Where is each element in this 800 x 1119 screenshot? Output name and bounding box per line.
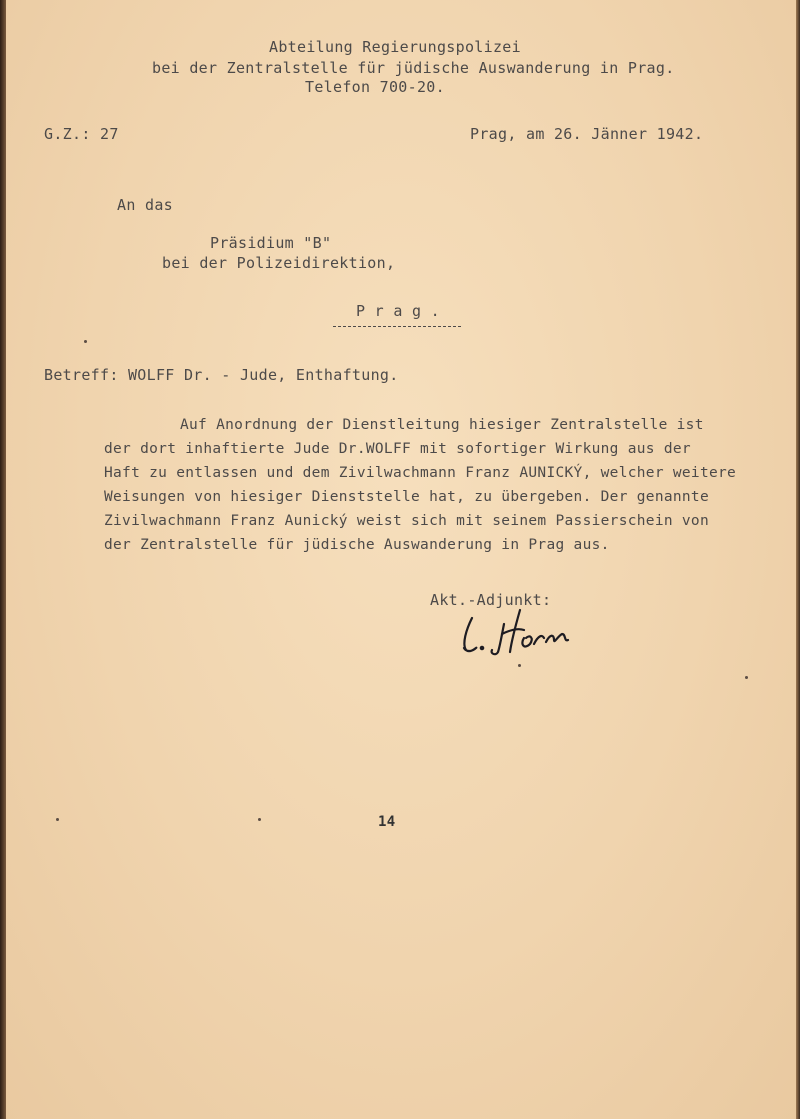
body-line-6: der Zentralstelle für jüdische Auswanderung in Prag aus.: [104, 537, 610, 553]
salutation: An das: [117, 196, 173, 214]
subject-line: Betreff: WOLFF Dr. - Jude, Enthaftung.: [44, 366, 399, 384]
recipient-line-1: Präsidium "B": [210, 234, 332, 252]
reference-number: G.Z.: 27: [44, 125, 119, 143]
paper-speck: [258, 818, 261, 821]
letter-date: Prag, am 26. Jänner 1942.: [470, 125, 704, 143]
page-edge-left: [0, 0, 6, 1119]
paper-speck: [56, 818, 59, 821]
handwritten-signature: [458, 604, 588, 664]
header-line-3: Telefon 700-20.: [305, 78, 445, 96]
header-line-2: bei der Zentralstelle für jüdische Auswanderung in Prag.: [152, 59, 675, 77]
body-line-5: Zivilwachmann Franz Aunický weist sich mit seinem Passierschein von: [104, 513, 709, 529]
header-line-1: Abteilung Regierungspolizei: [269, 38, 521, 56]
recipient-line-2: bei der Polizeidirektion,: [162, 254, 396, 272]
paper-speck: [84, 340, 87, 343]
paper-speck: [745, 676, 748, 679]
signature-title: Akt.-Adjunkt:: [430, 591, 552, 609]
page-mark: 14: [378, 814, 396, 830]
body-line-1: Auf Anordnung der Dienstleitung hiesiger Zentralstelle ist: [180, 417, 704, 433]
body-line-3: Haft zu entlassen und dem Zivilwachmann Franz AUNICKÝ, welcher weitere: [104, 465, 737, 481]
body-line-4: Weisungen von hiesiger Dienststelle hat, zu übergeben. Der genannte: [104, 489, 709, 505]
city-underline: [333, 326, 461, 327]
page-edge-right: [796, 0, 800, 1119]
recipient-city: P r a g .: [356, 302, 440, 320]
paper-speck: [518, 664, 521, 667]
body-line-2: der dort inhaftierte Jude Dr.WOLFF mit sofortiger Wirkung aus der: [104, 441, 691, 457]
